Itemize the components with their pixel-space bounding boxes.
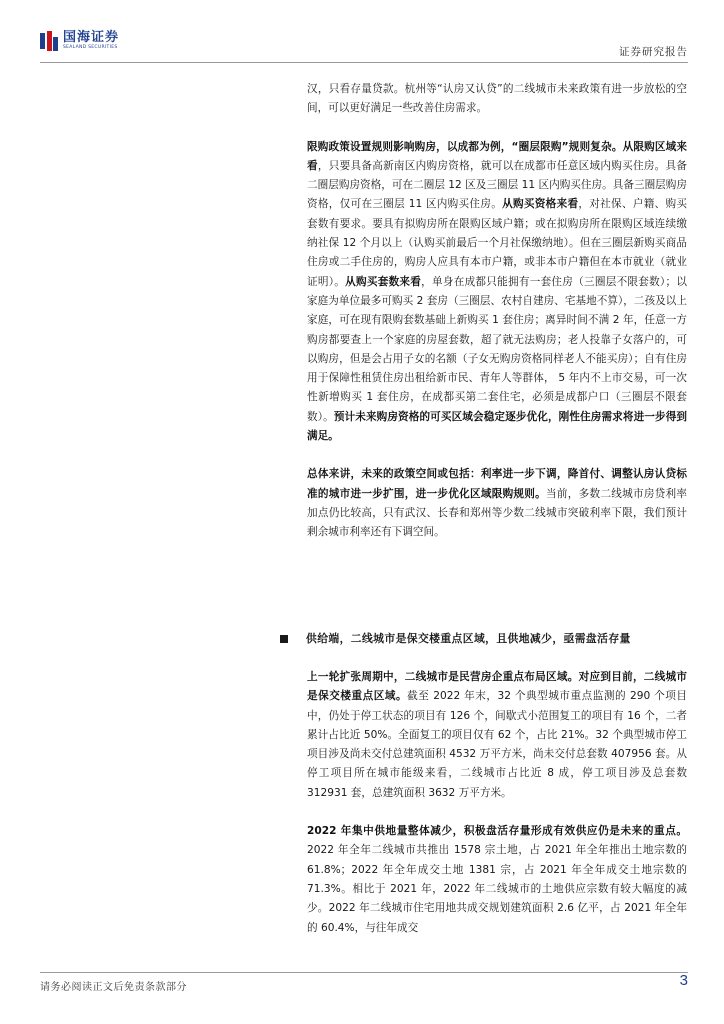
- paragraph-chengdu-purchase-restrictions: [307, 138, 687, 447]
- document-type-label: 证券研究报告: [619, 46, 688, 58]
- footer-divider: [40, 972, 688, 973]
- body-text: ，只要具备高新南区内购房资格，就可以在成都市任意区域内购买住房。具备二圈层购房资格，可在二圈层 12 区及三圈层 11 区内购买住房。具备三圈层购房资格，仅可在三圈层 11 区内购买住房。: [307, 159, 688, 211]
- paragraph-guaranteed-delivery: [307, 668, 687, 803]
- body-text: 2022 年全年二线城市共推出 1578 宗土地，占 2021 年全年推出土地宗数的 61.8%；2022 年全年成交土地 1381 宗，占 2021 年全年成交土地宗数的 71.3%。相比于 2021 年，2022 年二线城市的土地供应宗数有较大幅度的减少。2022 年二线城市住宅用地共成交规划建筑面积 2.6 亿平，占 2021 年全年的 60.4%，与往年成交: [307, 844, 687, 934]
- bold-text: 总体来讲，未来的政策空间或包括：利率进一步下调，降首付、调整认房认贷标准的城市进一步扩围，进一步优化区域限购规则。: [307, 468, 687, 500]
- body-text: 截至 2022 年末，32 个典型城市重点监测的 290 个项目中，仍处于停工状态的项目有 126 个，间歇式小范围复工的项目有 16 个，二者累计占比近 50%。全面复工的项目仅有 62 个，占比 21%。32 个典型城市停工项目涉及尚未交付总建筑面积 4532 万平方米，尚未交付总套数 407956 套。从停工项目所在城市能级来看，二线城市占比近 8 成，停工项目涉及总套数 312931 套，总建筑面积 3632 万平方米。: [307, 690, 687, 799]
- bold-text: 上一轮扩张周期中，二线城市是民营房企重点布局区域。对应到目前，二线城市是保交楼重点区域。: [307, 671, 687, 703]
- paragraph-policy-summary: [307, 465, 687, 542]
- main-content: [307, 80, 687, 543]
- bullet-square-icon: [280, 635, 288, 643]
- paragraph-policy-space: 汉，只看存量贷款。杭州等“认房又认贷”的二线城市未来政策有进一步放松的空间，可以更好满足一些改善住房需求。: [307, 83, 687, 115]
- logo-name-en: SEALAND SECURITIES: [63, 45, 118, 51]
- body-text: 当前，多数二线城市房贷利率加点仍比较高，只有武汉、长春和郑州等少数二线城市突破利率下限，我们预计剩余城市利率还有下调空间。: [307, 487, 688, 539]
- bullet-heading: 供给端，二线城市是保交楼重点区域，且供地减少，亟需盘活存量: [306, 632, 631, 645]
- logo-mark-icon: [40, 31, 58, 51]
- bold-text: 限购政策设置规则影响购房，以成都为例，“圈层限购”规则复杂。从限购区域来看: [307, 140, 687, 172]
- bold-text: 从购买资格来看: [502, 198, 579, 211]
- header-divider: [40, 62, 688, 63]
- disclaimer-note: 请务必阅读正文后免责条款部分: [40, 982, 187, 993]
- body-text: ，单身在成都只能拥有一套住房（三圈层不限套数）；以家庭为单位最多可购买 2 套房（三圈层、农村自建房、宅基地不算），二孩及以上家庭，可在现有限购套数基础上新购买 1 套住房；离异时间不满 2 年，任意一方购房都要查上一个家庭的房屋套数，超了就无法购房；老人投靠子女落户的，可以购房，但是会占用子女的名额（子女无购房资格同样老人不能买房）；自有住房用于保障性租赁住房出租给新市民、青年人等群体， 5 年内不上市交易，可一次性新增购买 1 套住房，在成都买第二套住宅，必须是成都户口（三圈层不限套数）。: [307, 275, 688, 423]
- body-text: ，对社保、户籍、购买套数有要求。要具有拟购房所在限购区域户籍；或在拟购房所在限购区域连续缴纳社保 12 个月以上（认购买前最后一个月社保缴纳地）。但在三圈层新购买商品住房或二手住房的，购房人应具有本市户籍，或非本市户籍但在本市就业（就业证明）。: [307, 198, 688, 288]
- bold-text: 2022 年集中供地量整体减少，积极盘活存量形成有效供应仍是未来的重点。: [307, 825, 687, 838]
- supply-content: [307, 668, 687, 938]
- company-logo: [40, 30, 119, 52]
- bold-text: 预计未来购房资格的可买区域会稳定逐步优化，刚性住房需求将进一步得到满足。: [307, 410, 688, 443]
- logo-name-cn: 国海证券: [63, 30, 120, 46]
- paragraph-land-supply: [307, 822, 687, 938]
- page-number: 3: [679, 972, 688, 989]
- bold-text: 从购买套数来看: [345, 275, 422, 288]
- section-bullet-supply: [280, 631, 688, 646]
